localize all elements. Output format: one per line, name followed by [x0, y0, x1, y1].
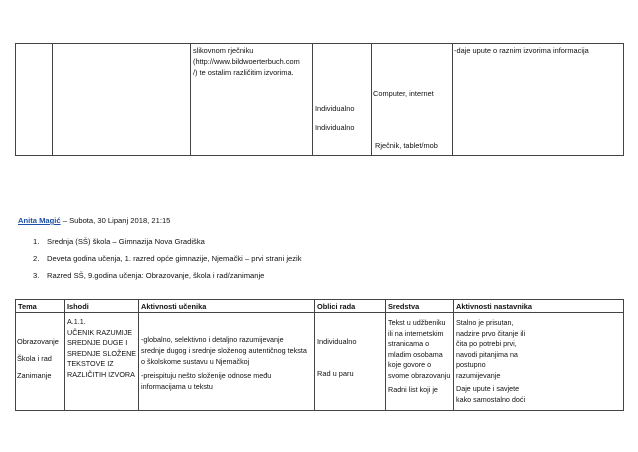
- author-link[interactable]: Anita Magić: [18, 216, 61, 225]
- top-table-divider: [371, 43, 372, 156]
- aktivnosti-nastavnika-text: Daje upute i savjete kako samostalno doći: [456, 384, 526, 404]
- top-table-divider: [190, 43, 191, 156]
- top-table-divider: [623, 43, 624, 156]
- list-text: Deveta godina učenja, 1. razred opće gimnazije, Njemački – prvi strani jezik: [47, 254, 302, 263]
- lesson-table-divider: [138, 299, 139, 411]
- list-text: Srednja (SŠ) škola – Gimnazija Nova Gradiška: [47, 237, 205, 246]
- list-number: 2.: [33, 254, 40, 263]
- top-table-resource-1: Computer, internet: [373, 89, 434, 98]
- list-item: [33, 254, 302, 263]
- oblici-rada-item: Individualno: [317, 337, 357, 346]
- list-item: [33, 237, 205, 246]
- top-table-resource-2: Rječnik, tablet/mob: [375, 141, 438, 150]
- top-table-activity-text: slikovnom rječniku (http://www.bildwoerterbuch.com /) te ostalim različitim izvorima.: [193, 46, 300, 77]
- lesson-table-header-divider: [15, 312, 624, 313]
- top-table-divider: [52, 43, 53, 156]
- header-aktivnosti-nastavnika: Aktivnosti nastavnika: [456, 302, 532, 311]
- header-ishodi: Ishodi: [67, 302, 89, 311]
- top-table-divider: [15, 43, 16, 156]
- aktivnosti-ucenika-text: -preispituju nešto složenije odnose među informacijama u tekstu: [141, 371, 272, 391]
- list-number: 3.: [33, 271, 40, 280]
- top-table-teacher-text: -daje upute o raznim izvorima informacija: [454, 46, 589, 55]
- list-number: 1.: [33, 237, 40, 246]
- author-line: [18, 216, 170, 225]
- tema-item: Zanimanje: [17, 371, 52, 380]
- tema-item: Obrazovanje: [17, 337, 59, 346]
- lesson-table-divider: [623, 299, 624, 411]
- sredstva-text: Radni list koji je: [388, 385, 438, 394]
- header-sredstva: Sredstva: [388, 302, 420, 311]
- top-table-form-2: Individualno: [315, 123, 355, 132]
- top-table-form-1: Individualno: [315, 104, 355, 113]
- lesson-table-divider: [15, 299, 16, 411]
- lesson-table-divider: [385, 299, 386, 411]
- ishodi-text: A.1.1. UČENIK RAZUMIJE SREDNJE DUGE I SREDNJE SLOŽENE TEKSTOVE IZ RAZLIČITIH IZVORA: [67, 317, 137, 379]
- aktivnosti-ucenika-text: -globalno, selektivno i detaljno razumijevanje srednje dugog i srednje složenog autentičnog teksta o školskome sustavu u Njemačkoj: [141, 335, 307, 366]
- lesson-table-border-bottom: [15, 410, 624, 411]
- tema-item: Škola i rad: [17, 354, 52, 363]
- lesson-table-divider: [64, 299, 65, 411]
- lesson-table-divider: [314, 299, 315, 411]
- top-table-border-bottom: [15, 155, 624, 156]
- sredstva-text: Tekst u udžbeniku ili na internetskim stranicama o mladim osobama koje govore o svome obrazovanju: [388, 318, 451, 380]
- aktivnosti-nastavnika-text: Stalno je prisutan, nadzire prvo čitanje ili čita po potrebi prvi, navodi pitanjima na postupno razumijevanje: [456, 318, 526, 380]
- header-aktivnosti-ucenika: Aktivnosti učenika: [141, 302, 207, 311]
- list-item: [33, 271, 264, 280]
- list-text: Razred SŠ, 9.godina učenja: Obrazovanje, škola i rad/zanimanje: [47, 271, 265, 280]
- author-date: – Subota, 30 Lipanj 2018, 21:15: [60, 216, 171, 225]
- top-table-border-top: [15, 43, 624, 44]
- top-table-divider: [452, 43, 453, 156]
- oblici-rada-item: Rad u paru: [317, 369, 354, 378]
- header-oblici-rada: Oblici rada: [317, 302, 356, 311]
- header-tema: Tema: [18, 302, 37, 311]
- lesson-table-border-top: [15, 299, 624, 300]
